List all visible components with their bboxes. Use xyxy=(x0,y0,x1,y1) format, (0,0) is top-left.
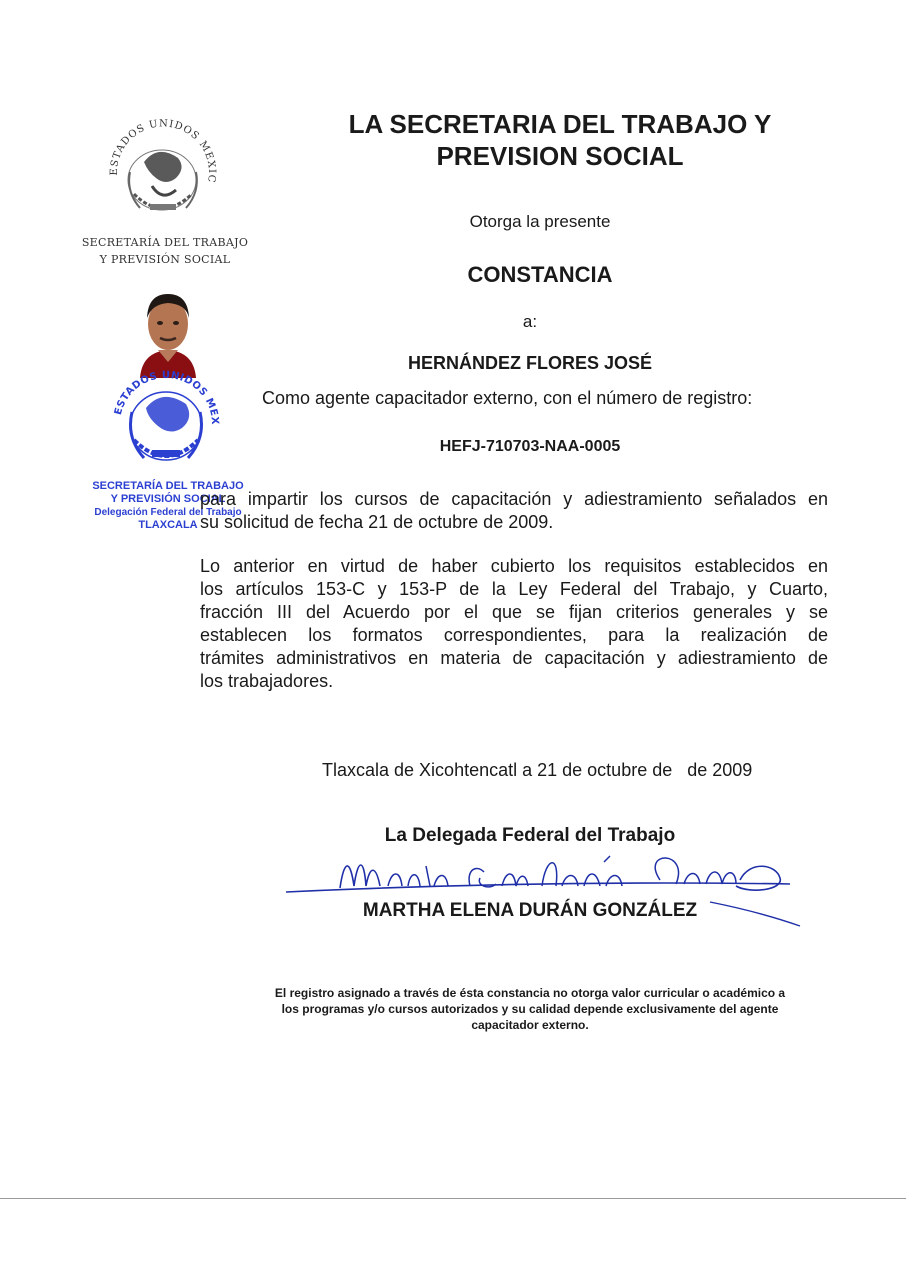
disclaimer-line-1: El registro asignado a través de ésta constancia no otorga valor curricular o académico a xyxy=(274,986,786,1000)
paragraph-2 xyxy=(200,555,828,693)
paragraph-2-line-2: los artículos 153-C y 153-P de la Ley Federal del Trabajo, y Cuarto, xyxy=(200,579,828,599)
stamp-line-4: TLAXCALA xyxy=(138,519,198,531)
paragraph-1-line-2: su solicitud de fecha 21 de octubre de 2009. xyxy=(200,512,554,532)
paragraph-2-line-6: los trabajadores. xyxy=(200,671,334,691)
svg-text:ESTADOS UNIDOS MEXICANOS: ESTADOS UNIDOS MEX xyxy=(112,369,221,426)
stamp-line-1: SECRETARÍA DEL TRABAJO xyxy=(92,480,244,492)
page-bottom-rule xyxy=(0,1198,906,1199)
paragraph-2-line-5: trámites administrativos en materia de capacitación y adiestramiento de xyxy=(200,648,828,668)
intro-text: Otorga la presente xyxy=(469,212,611,231)
page-title xyxy=(300,108,820,172)
title-line-2: PREVISION SOCIAL xyxy=(436,141,684,171)
disclaimer-line-2: los programas y/o cursos autorizados y su calidad depende exclusivamente del agente xyxy=(281,1002,779,1016)
paragraph-1 xyxy=(200,488,828,534)
seal-caption xyxy=(70,234,260,268)
title-line-1: LA SECRETARIA DEL TRABAJO Y xyxy=(348,109,772,139)
document-heading: CONSTANCIA xyxy=(467,262,613,287)
signer-name: MARTHA ELENA DURÁN GONZÁLEZ xyxy=(362,900,698,921)
disclaimer-line-3: capacitador externo. xyxy=(471,1018,589,1032)
recipient-prefix: a: xyxy=(522,312,538,331)
coat-of-arms-seal xyxy=(100,112,225,234)
stamp-line-3: Delegación Federal del Trabajo xyxy=(94,507,242,518)
seal-caption-line-2: Y PREVISIÓN SOCIAL xyxy=(99,253,231,266)
paragraph-1-line-1: para impartir los cursos de capacitación y adiestramiento señalados en xyxy=(200,489,828,509)
paragraph-2-line-4: establecen los formatos correspondientes, para la realización de xyxy=(200,625,828,645)
svg-text:ESTADOS UNIDOS MEXICANOS: ESTADOS UNIDOS MEXIC xyxy=(108,118,218,184)
agent-line: Como agente capacitador externo, con el número de registro: xyxy=(262,388,753,408)
signer-role: La Delegada Federal del Trabajo xyxy=(384,825,676,846)
registration-number: HEFJ-710703-NAA-0005 xyxy=(439,438,621,455)
stamp-line-2: Y PREVISIÓN SOCIAL xyxy=(110,493,226,505)
disclaimer xyxy=(228,985,832,1033)
official-stamp xyxy=(106,362,226,480)
paragraph-2-line-1: Lo anterior en virtud de haber cubierto los requisitos establecidos en xyxy=(200,556,828,576)
seal-caption-line-1: SECRETARÍA DEL TRABAJO xyxy=(81,236,249,249)
place-and-date: Tlaxcala de Xicohtencatl a 21 de octubre de de 2009 xyxy=(322,760,753,780)
paragraph-2-line-3: fracción III del Acuerdo por el que se fijan criterios generales y se xyxy=(200,602,828,622)
recipient-name: HERNÁNDEZ FLORES JOSÉ xyxy=(407,353,653,373)
